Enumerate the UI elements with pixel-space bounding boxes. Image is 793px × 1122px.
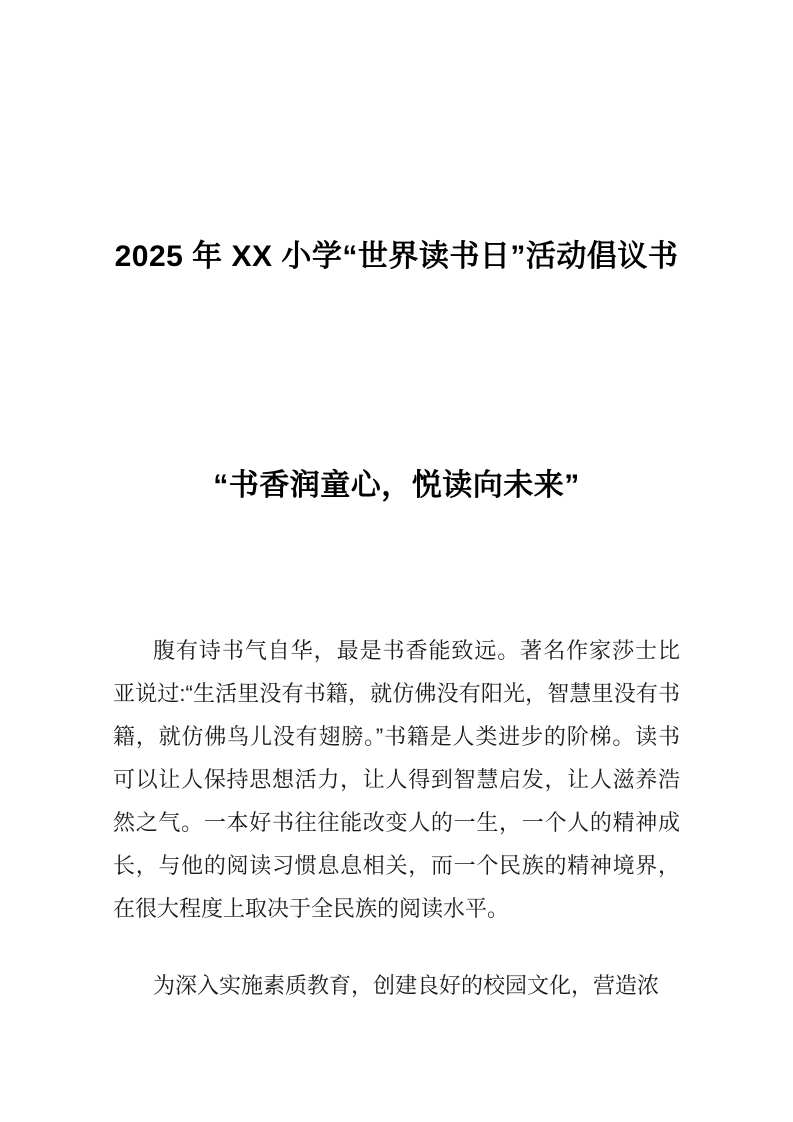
document-body — [113, 629, 680, 1007]
body-paragraph: 为深入实施素质教育，创建良好的校园文化，营造浓 — [153, 973, 660, 998]
body-paragraph: 腹有诗书气自华，最是书香能致远。著名作家莎士比亚说过:“生活里没有书籍，就仿佛没有阳光，智慧里没有书籍，就仿佛鸟儿没有翅膀。”书籍是人类进步的阶梯。读书可以让人保持思想活力，让人得到智慧启发，让人滋养浩然之气。一本好书往往能改变人的一生，一个人的精神成长，与他的阅读习惯息息相关，而一个民族的精神境界，在很大程度上取决于全民族的阅读水平。 — [113, 638, 680, 921]
document-subtitle: “书香润童心，悦读向未来” — [213, 469, 580, 502]
document-title: 2025 年 XX 小学“世界读书日”活动倡议书 — [114, 240, 679, 273]
